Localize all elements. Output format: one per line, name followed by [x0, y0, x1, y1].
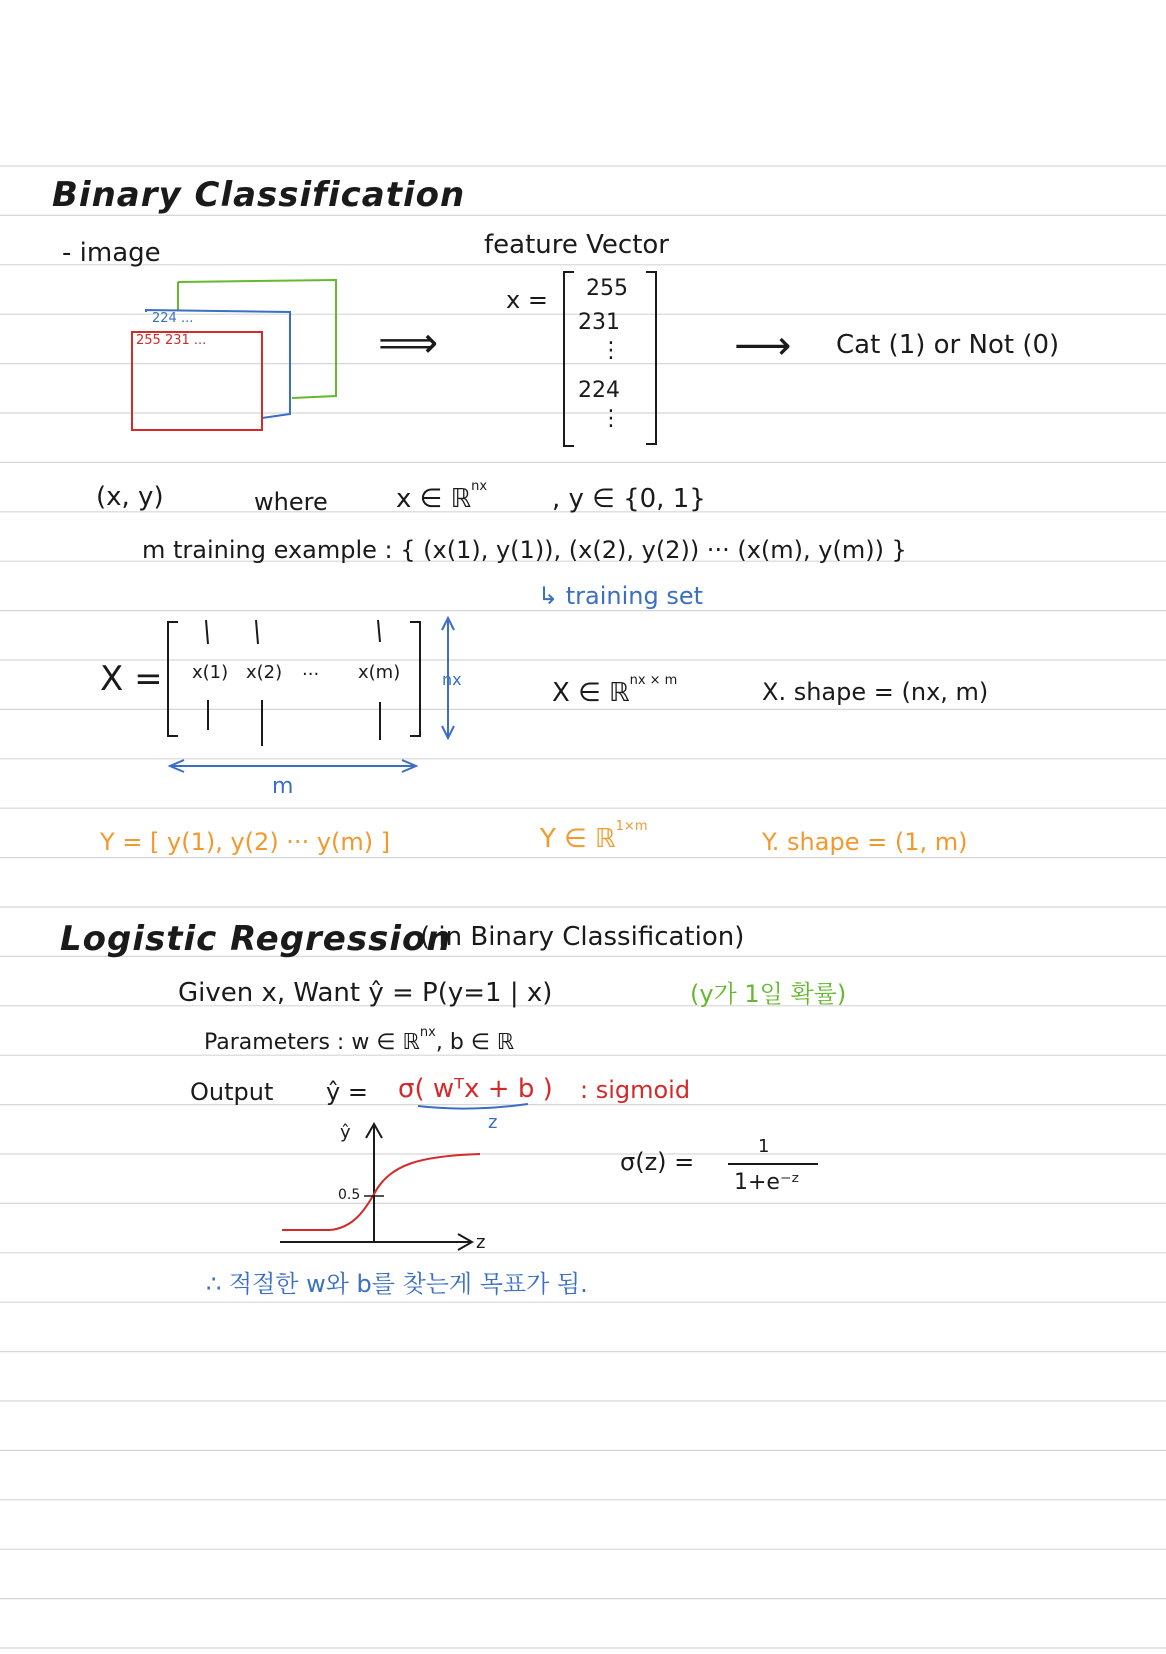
graph-x-label: z	[476, 1232, 486, 1253]
matrix-col2-top	[256, 620, 258, 644]
result-arrow: ⟶	[734, 323, 792, 369]
matrix-x-col-m: x(m)	[358, 662, 401, 683]
implies-arrow: ⟹	[378, 318, 439, 367]
sigmoid-curve	[282, 1154, 480, 1230]
sigma-denominator: 1+e⁻ᶻ	[734, 1170, 800, 1195]
matrix-x-col-2: x(2)	[246, 662, 283, 683]
matrix-y-membership: Y ∈ ℝ$^{1\times m}$	[540, 819, 648, 854]
section-title-binary-classification: Binary Classification	[52, 175, 466, 215]
matrix-x-shape: X. shape = (nx, m)	[762, 678, 989, 706]
output-label: Output	[190, 1078, 274, 1106]
vector-entry-1: 255	[586, 276, 628, 301]
matrix-x-membership: X ∈ ℝ$^{nx \times m}$	[552, 673, 678, 708]
parameters-w: Parameters : w ∈ ℝ$^{nx}$, b ∈ ℝ	[204, 1025, 515, 1055]
z-underbrace	[418, 1104, 528, 1109]
vector-left-bracket	[564, 272, 574, 446]
x-in-real: x ∈ ℝ$^{nx}$	[396, 479, 488, 514]
graph-x-axis	[280, 1234, 472, 1250]
matrix-y-shape: Y. shape = (1, m)	[762, 828, 968, 856]
vector-entry-3: ⋮	[600, 338, 622, 363]
conclusion-korean: ∴ 적절한 w와 b를 찾는게 목표가 됨.	[206, 1270, 588, 1298]
section-title-suffix: ( in Binary Classification)	[420, 922, 745, 952]
where-label: where	[254, 488, 328, 516]
matrix-x-height-nx: nx	[442, 670, 462, 689]
sigma-numerator: 1	[758, 1136, 770, 1157]
matrix-x-right-bracket	[410, 622, 420, 736]
feature-vector-label: feature Vector	[484, 230, 669, 260]
output-sigma-expression: σ( wᵀx + b )	[398, 1074, 553, 1104]
red-box-values: 255 231 ...	[136, 333, 207, 348]
given-want: Given x, Want ŷ = P(y=1 | x)	[178, 978, 553, 1008]
matrix-x-width-m: m	[272, 774, 294, 799]
output-yhat-eq: ŷ =	[326, 1078, 368, 1106]
matrix-colm-top	[378, 620, 380, 642]
y-in-set: , y ∈ {0, 1}	[552, 484, 706, 514]
matrix-y-label: Y = [ y(1), y(2) ··· y(m) ]	[100, 828, 391, 856]
given-note-korean: (y가 1일 확률)	[690, 980, 847, 1008]
graph-y-label: ŷ	[340, 1122, 351, 1143]
matrix-col1-top	[206, 620, 208, 644]
m-training-examples: m training example : { (x(1), y(1)), (x(2), y(2)) ··· (x(m), y(m)) }	[142, 536, 907, 564]
vector-entry-5: ⋮	[600, 406, 622, 431]
output-sigmoid-note: : sigmoid	[580, 1076, 691, 1104]
feature-vector-x-eq: x =	[506, 286, 548, 314]
m-width-arrow	[170, 760, 416, 772]
section-title-logistic-regression: Logistic Regression	[60, 919, 452, 959]
blue-box-values: 224 ...	[152, 311, 194, 326]
output-z-label: z	[488, 1112, 498, 1133]
sigma-definition-left: σ(z) =	[620, 1148, 695, 1176]
result-label: Cat (1) or Not (0)	[836, 330, 1060, 360]
graph-half-label: 0.5	[338, 1187, 361, 1203]
training-set-label: ↳ training set	[538, 582, 704, 610]
matrix-x-left-bracket	[168, 622, 178, 736]
vector-right-bracket	[646, 272, 656, 444]
vector-entry-4: 224	[578, 378, 620, 403]
blue-channel-box	[146, 310, 290, 418]
graph-y-axis	[366, 1124, 382, 1242]
matrix-x-col-1: x(1)	[192, 662, 229, 683]
matrix-x-col-dots: ···	[302, 664, 320, 685]
vector-entry-2: 231	[578, 310, 620, 335]
image-label: - image	[62, 238, 161, 268]
pair-xy: (x, y)	[96, 482, 164, 512]
matrix-x-label: X =	[100, 659, 163, 699]
